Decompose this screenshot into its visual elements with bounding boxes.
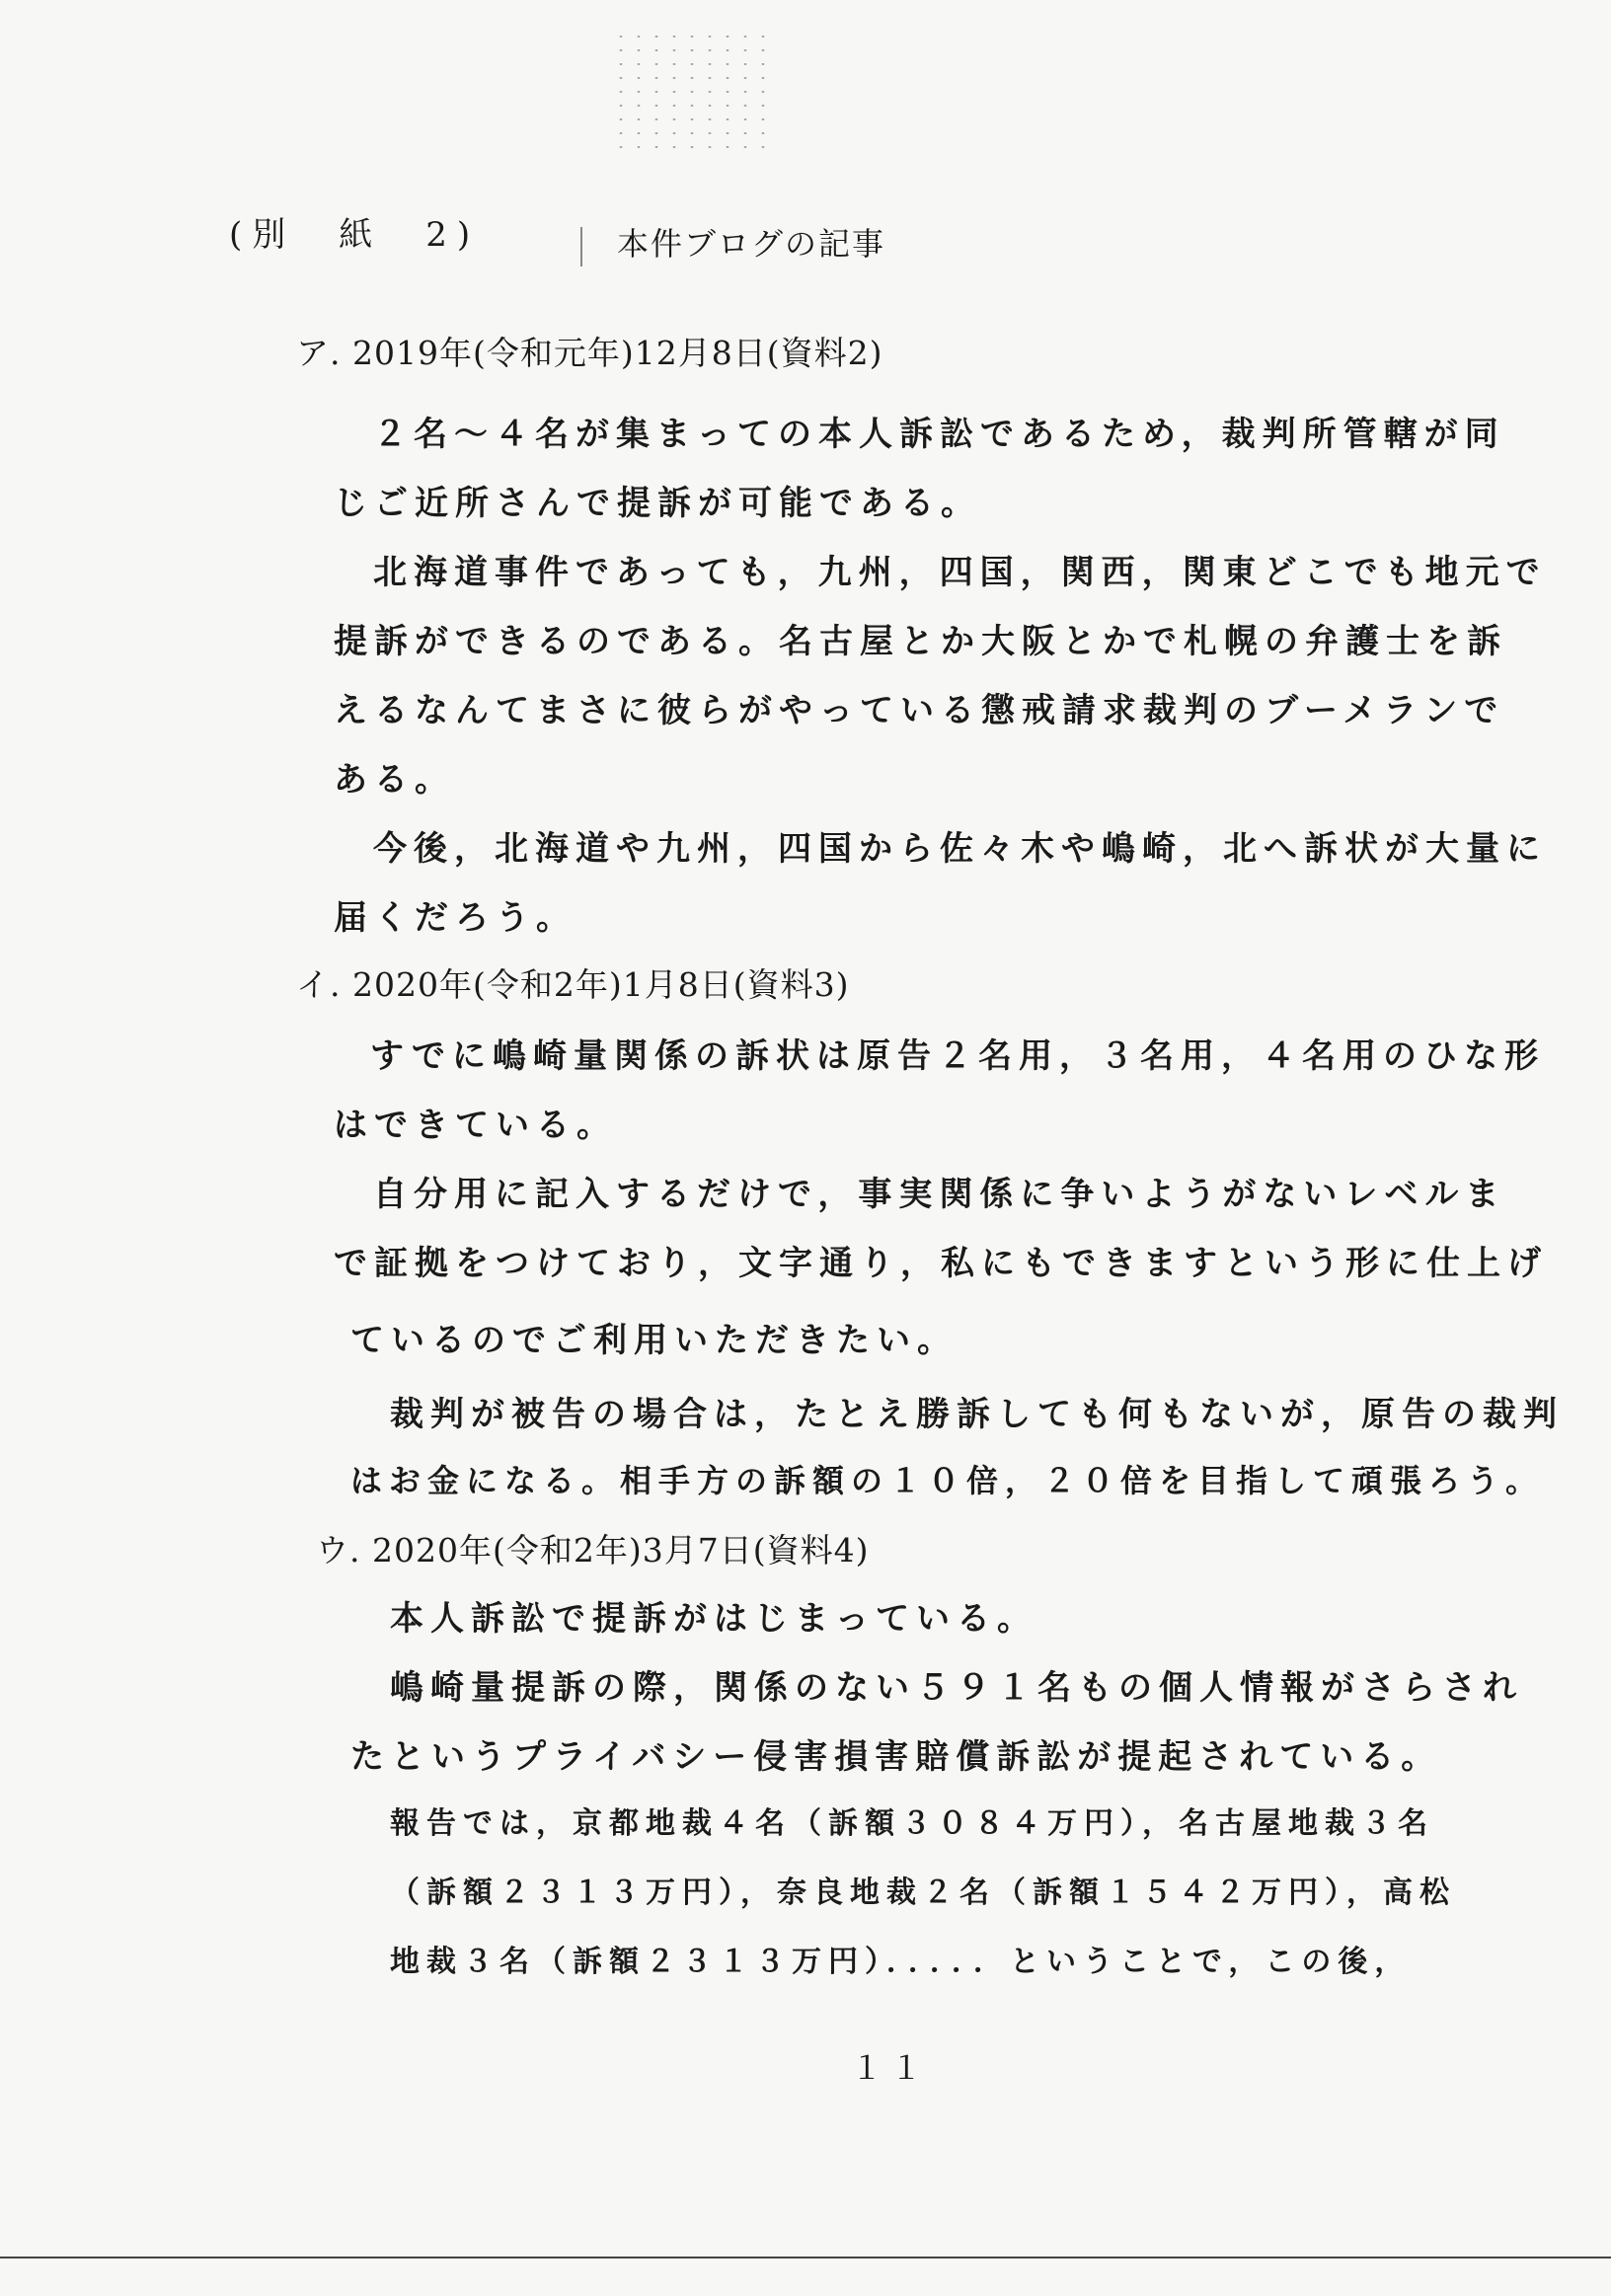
section-heading-i: イ. 2020年(令和2年)1月8日(資料3) <box>296 965 850 1004</box>
paragraph-line: はできている。 <box>334 1106 617 1145</box>
paragraph-line: はお金になる。相手方の訴額の１０倍，２０倍を目指して頑張ろう。 <box>350 1462 1545 1499</box>
paragraph-line: たというプライバシー侵害損害賠償訴訟が提起されている。 <box>350 1737 1442 1777</box>
scan-noise <box>612 30 770 158</box>
paragraph-line: すでに嶋崎量関係の訴状は原告２名用，３名用，４名用のひな形 <box>370 1036 1546 1076</box>
paragraph-line: ある。 <box>334 760 455 800</box>
scan-edge-line <box>0 2257 1611 2258</box>
paragraph-line: 届くだろう。 <box>334 898 576 938</box>
paragraph-line: 報告では，京都地裁４名（訴額３０８４万円），名古屋地裁３名 <box>390 1806 1434 1841</box>
paragraph-line: 北海道事件であっても，九州，四国，関西，関東どこでも地元で <box>373 553 1547 592</box>
paragraph-line: 今後，北海道や九州，四国から佐々木や嶋崎，北へ訴状が大量に <box>373 829 1547 869</box>
section-heading-a: ア. 2019年(令和元年)12月8日(資料2) <box>296 334 883 372</box>
paragraph-line: 自分用に記入するだけで，事実関係に争いようがないレベルま <box>373 1175 1506 1214</box>
paragraph-line: 地裁３名（訴額２３１３万円）．．．．．ということで，この後， <box>390 1945 1412 1979</box>
paragraph-line: 嶋崎量提訴の際，関係のない５９１名もの個人情報がさらされ <box>390 1668 1523 1708</box>
attachment-label: (別 紙 2) <box>229 215 481 255</box>
paragraph-line: で証拠をつけており，文字通り，私にもできますという形に仕上げ <box>334 1244 1548 1283</box>
paragraph-line: （訴額２３１３万円），奈良地裁２名（訴額１５４２万円），高松 <box>390 1875 1456 1910</box>
paragraph-line: 本人訴訟で提訴がはじまっている。 <box>390 1599 1037 1639</box>
paragraph-line: じご近所さんで提訴が可能である。 <box>334 484 981 523</box>
paragraph-line: 提訴ができるのである。名古屋とか大阪とかで札幌の弁護士を訴 <box>334 622 1507 661</box>
paragraph-line: 裁判が被告の場合は，たとえ勝訴しても何もないが，原告の裁判 <box>390 1395 1564 1434</box>
paragraph-line: ているのでご利用いただきたい。 <box>350 1321 958 1360</box>
page-number: １１ <box>851 2049 931 2087</box>
page-title: 本件ブログの記事 <box>617 225 886 263</box>
margin-mark <box>580 227 582 267</box>
paragraph-line: えるなんてまさに彼らがやっている懲戒請求裁判のブーメランで <box>334 691 1505 730</box>
section-heading-u: ウ. 2020年(令和2年)3月7日(資料4) <box>316 1531 870 1569</box>
paragraph-line: ２名～４名が集まっての本人訴訟であるため，裁判所管轄が同 <box>373 415 1505 454</box>
